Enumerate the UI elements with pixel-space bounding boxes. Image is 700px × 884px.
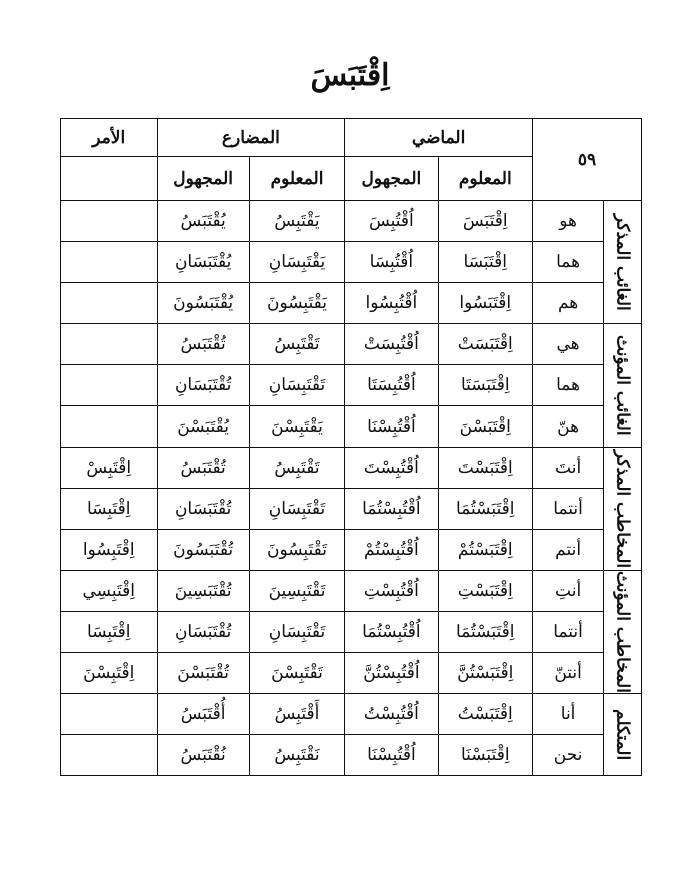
past-passive-cell: اُقْتُبِسَا bbox=[345, 242, 438, 283]
pronoun-cell: أنا bbox=[532, 694, 603, 735]
present-active-cell: تَقْتَبِسِينَ bbox=[249, 570, 344, 611]
imperative-cell bbox=[61, 735, 158, 776]
table-row bbox=[61, 611, 642, 652]
present-active-cell: يَقْتَبِسُ bbox=[249, 201, 344, 242]
table-row bbox=[61, 242, 642, 283]
present-passive-cell: يُقْتَبَسْنَ bbox=[157, 406, 249, 447]
present-passive-cell: يُقْتَبَسَانِ bbox=[157, 242, 249, 283]
present-header: المضارع bbox=[157, 119, 345, 157]
past-active-cell: اِقْتَبَسْنَا bbox=[438, 735, 532, 776]
present-active-cell: تَقْتَبِسْنَ bbox=[249, 653, 344, 694]
present-active-cell: نَقْتَبِسُ bbox=[249, 735, 344, 776]
past-active-cell: اِقْتَبَسْتُ bbox=[438, 694, 532, 735]
group-label: الغائب المؤنث bbox=[604, 324, 642, 447]
past-passive-cell: اُقْتُبِسْتُمَا bbox=[345, 488, 438, 529]
imperative-cell bbox=[61, 365, 158, 406]
present-active-cell: تَقْتَبِسَانِ bbox=[249, 611, 344, 652]
present-active-cell: تَقْتَبِسُ bbox=[249, 324, 344, 365]
group-label: المخاطب المذكر bbox=[604, 447, 642, 570]
past-passive-cell: اُقْتُبِسُوا bbox=[345, 283, 438, 324]
present-passive-cell: يُقْتَبَسُ bbox=[157, 201, 249, 242]
past-passive-cell: اُقْتُبِسْتُنَّ bbox=[345, 653, 438, 694]
table-row bbox=[61, 406, 642, 447]
present-active-cell: تَقْتَبِسَانِ bbox=[249, 488, 344, 529]
past-active-cell: اِقْتَبَسْتَ bbox=[438, 447, 532, 488]
past-active-cell: اِقْتَبَسْتُمْ bbox=[438, 529, 532, 570]
table-row bbox=[61, 570, 642, 611]
pronoun-cell: أنتم bbox=[532, 529, 603, 570]
past-passive-cell: اُقْتُبِسْنَا bbox=[345, 406, 438, 447]
group-label: الغائب المذكر bbox=[604, 201, 642, 324]
present-passive-cell: تُقْتَبَسَانِ bbox=[157, 488, 249, 529]
present-passive-cell: تُقْتَبَسِينَ bbox=[157, 570, 249, 611]
pronoun-cell: هي bbox=[532, 324, 603, 365]
imperative-cell: اِقْتَبِسُوا bbox=[61, 529, 158, 570]
past-active-cell: اِقْتَبَسْتُنَّ bbox=[438, 653, 532, 694]
present-passive-header: المجهول bbox=[157, 157, 249, 201]
past-active-cell: اِقْتَبَسُوا bbox=[438, 283, 532, 324]
past-passive-cell: اُقْتُبِسَتْ bbox=[345, 324, 438, 365]
table-row bbox=[61, 694, 642, 735]
present-active-cell: تَقْتَبِسَانِ bbox=[249, 365, 344, 406]
pronoun-cell: أنتنّ bbox=[532, 653, 603, 694]
table-row bbox=[61, 735, 642, 776]
past-active-cell: اِقْتَبَسَا bbox=[438, 242, 532, 283]
present-passive-cell: أُقْتَبَسُ bbox=[157, 694, 249, 735]
pronoun-cell: هما bbox=[532, 365, 603, 406]
past-passive-cell: اُقْتُبِسْنَا bbox=[345, 735, 438, 776]
past-active-cell: اِقْتَبَسَ bbox=[438, 201, 532, 242]
present-passive-cell: تُقْتَبَسَانِ bbox=[157, 365, 249, 406]
pronoun-cell: هنّ bbox=[532, 406, 603, 447]
table-row bbox=[61, 529, 642, 570]
imperative-cell: اِقْتَبِسْ bbox=[61, 447, 158, 488]
present-active-cell: تَقْتَبِسُونَ bbox=[249, 529, 344, 570]
imperative-cell bbox=[61, 694, 158, 735]
pronoun-cell: هو bbox=[532, 201, 603, 242]
present-active-header: المعلوم bbox=[249, 157, 344, 201]
table-row bbox=[61, 653, 642, 694]
past-active-cell: اِقْتَبَسْتُمَا bbox=[438, 611, 532, 652]
past-active-cell: اِقْتَبَسْتِ bbox=[438, 570, 532, 611]
conjugation-table bbox=[60, 118, 642, 776]
imperative-header: الأمر bbox=[61, 119, 158, 157]
pronoun-cell: هم bbox=[532, 283, 603, 324]
imperative-subheader-empty bbox=[61, 157, 158, 201]
table-row bbox=[61, 283, 642, 324]
page-title: اِقْتَبَسَ bbox=[310, 58, 390, 93]
imperative-cell: اِقْتَبِسَا bbox=[61, 611, 158, 652]
past-active-cell: اِقْتَبَسْتُمَا bbox=[438, 488, 532, 529]
past-header: الماضي bbox=[345, 119, 533, 157]
pronoun-cell: أنتما bbox=[532, 611, 603, 652]
present-passive-cell: يُقْتَبَسُونَ bbox=[157, 283, 249, 324]
past-passive-cell: اُقْتُبِسْتُ bbox=[345, 694, 438, 735]
imperative-cell: اِقْتَبِسَا bbox=[61, 488, 158, 529]
pronoun-cell: أنتَ bbox=[532, 447, 603, 488]
table-row bbox=[61, 447, 642, 488]
imperative-cell bbox=[61, 242, 158, 283]
verb-number: ٥٩ bbox=[532, 119, 641, 201]
past-passive-cell: اُقْتُبِسْتُمَا bbox=[345, 611, 438, 652]
table-row bbox=[61, 201, 642, 242]
present-passive-cell: تُقْتَبَسُ bbox=[157, 447, 249, 488]
imperative-cell bbox=[61, 201, 158, 242]
past-passive-cell: اُقْتُبِسْتَ bbox=[345, 447, 438, 488]
table-row bbox=[61, 365, 642, 406]
present-active-cell: يَقْتَبِسُونَ bbox=[249, 283, 344, 324]
present-passive-cell: تُقْتَبَسُ bbox=[157, 324, 249, 365]
past-passive-cell: اُقْتُبِسْتُمْ bbox=[345, 529, 438, 570]
pronoun-cell: أنتما bbox=[532, 488, 603, 529]
imperative-cell bbox=[61, 283, 158, 324]
present-active-cell: يَقْتَبِسَانِ bbox=[249, 242, 344, 283]
present-passive-cell: تُقْتَبَسْنَ bbox=[157, 653, 249, 694]
past-active-header: المعلوم bbox=[438, 157, 532, 201]
past-passive-cell: اُقْتُبِسْتِ bbox=[345, 570, 438, 611]
imperative-cell bbox=[61, 406, 158, 447]
group-label: المتكلم bbox=[604, 694, 642, 776]
past-active-cell: اِقْتَبَسَتَا bbox=[438, 365, 532, 406]
table-row bbox=[61, 488, 642, 529]
pronoun-cell: نحن bbox=[532, 735, 603, 776]
pronoun-cell: أنتِ bbox=[532, 570, 603, 611]
present-active-cell: أَقْتَبِسُ bbox=[249, 694, 344, 735]
present-passive-cell: نُقْتَبَسُ bbox=[157, 735, 249, 776]
present-passive-cell: تُقْتَبَسُونَ bbox=[157, 529, 249, 570]
imperative-cell: اِقْتَبِسِي bbox=[61, 570, 158, 611]
table-row bbox=[61, 324, 642, 365]
present-active-cell: يَقْتَبِسْنَ bbox=[249, 406, 344, 447]
group-label: المخاطب المؤنث bbox=[604, 570, 642, 693]
pronoun-cell: هما bbox=[532, 242, 603, 283]
past-passive-cell: اُقْتُبِسَ bbox=[345, 201, 438, 242]
present-active-cell: تَقْتَبِسُ bbox=[249, 447, 344, 488]
past-passive-header: المجهول bbox=[345, 157, 438, 201]
imperative-cell bbox=[61, 324, 158, 365]
past-active-cell: اِقْتَبَسْنَ bbox=[438, 406, 532, 447]
past-active-cell: اِقْتَبَسَتْ bbox=[438, 324, 532, 365]
present-passive-cell: تُقْتَبَسَانِ bbox=[157, 611, 249, 652]
past-passive-cell: اُقْتُبِسَتَا bbox=[345, 365, 438, 406]
imperative-cell: اِقْتَبِسْنَ bbox=[61, 653, 158, 694]
